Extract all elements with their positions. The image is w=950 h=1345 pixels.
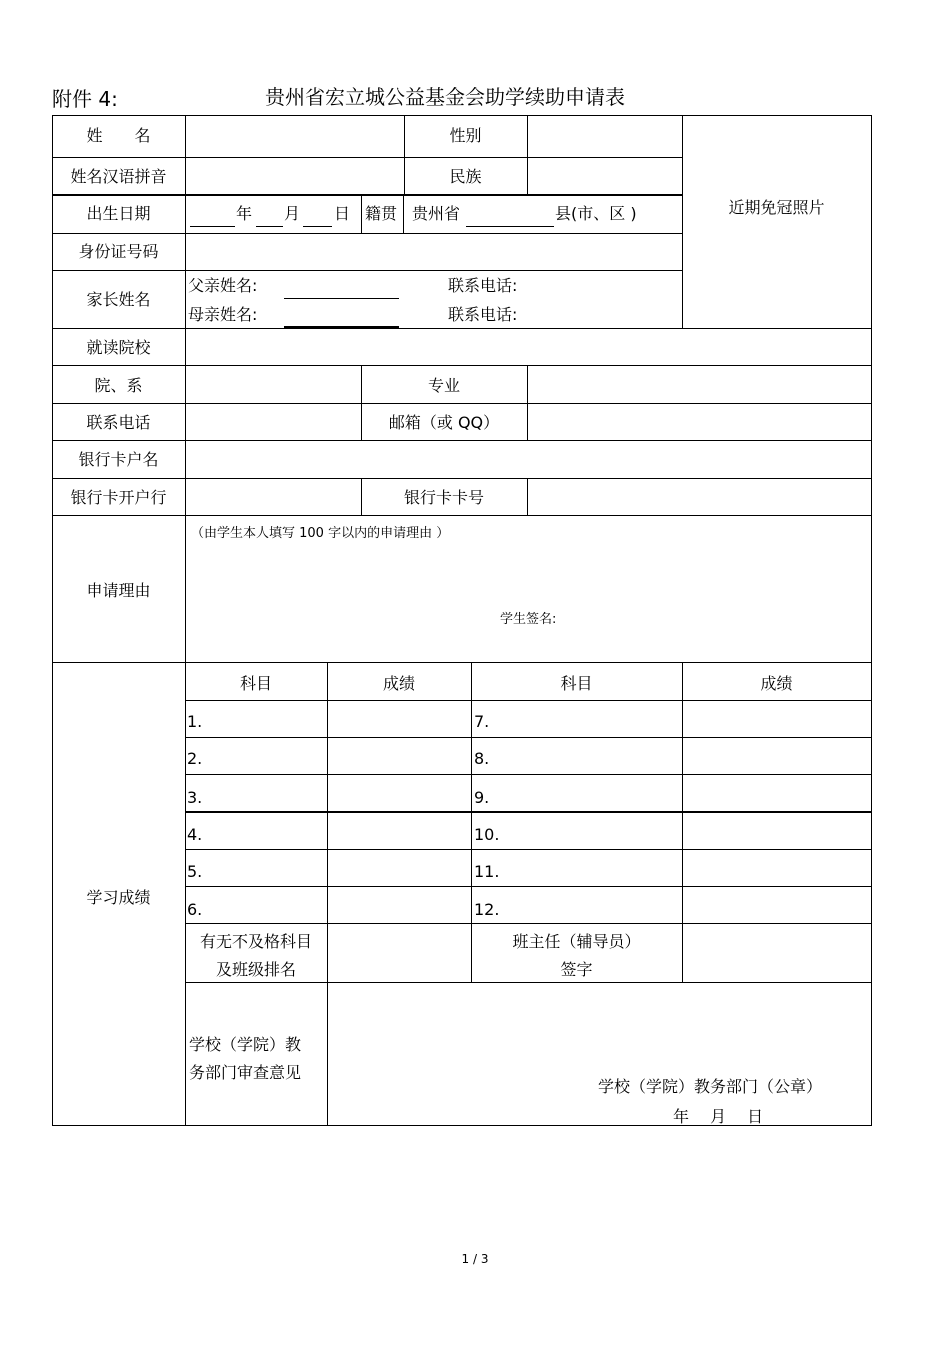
year-label: 年 [236,204,253,223]
subject-row: 1. [187,712,203,731]
score-header-right: 成绩 [760,674,793,693]
gender-label: 性别 [449,126,482,145]
mother-name-label: 母亲姓名: [188,305,258,324]
subject-row: 5. [187,862,203,881]
ethnicity-label: 民族 [449,167,482,186]
account-name-label: 银行卡户名 [78,450,159,469]
reason-label: 申请理由 [86,581,151,600]
day-label: 日 [334,204,351,223]
card-number-label: 银行卡卡号 [403,488,484,507]
grades-label: 学习成绩 [86,888,151,907]
native-place-label: 籍贯 [365,204,398,223]
id-number-label: 身份证号码 [78,242,159,261]
mother-phone-label: 联系电话: [448,305,518,324]
subject-header-left: 科目 [239,674,272,693]
parent-name-label: 家长姓名 [86,290,151,309]
contact-phone-label: 联系电话 [86,413,151,432]
month-label: 月 [284,204,301,223]
email-qq-label: 邮箱（或 QQ） [388,413,500,432]
county-label: 县(市、区 ) [555,204,637,223]
subject-row: 4. [187,825,203,844]
father-phone-label: 联系电话: [448,276,518,295]
subject-row: 6. [187,900,203,919]
subject-row: 8. [474,749,490,768]
birth-date-label: 出生日期 [86,204,151,223]
subject-row: 9. [474,788,490,807]
bank-branch-label: 银行卡开户行 [70,488,167,507]
class-rank-label: 及班级排名 [215,960,296,979]
name-label: 姓 名 [86,126,151,145]
subject-row: 11. [474,862,500,881]
reason-hint: （由学生本人填写 100 字以内的申请理由 ） [191,526,450,541]
subject-row: 3. [187,788,203,807]
failed-subjects-label: 有无不及格科目 [199,932,312,951]
student-signature-label: 学生签名: [500,612,557,627]
review-label-line1: 学校（学院）教 [189,1035,302,1054]
subject-row: 7. [474,712,490,731]
pinyin-label: 姓名汉语拼音 [70,167,167,186]
review-date-label: 年 月 日 [673,1107,764,1126]
teacher-signature-label: 签字 [560,960,593,979]
form-title: 贵州省宏立城公益基金会助学续助申请表 [265,85,625,109]
province-label: 贵州省 [412,204,461,223]
score-header-left: 成绩 [382,674,415,693]
subject-row: 10. [474,825,500,844]
father-name-label: 父亲姓名: [188,276,258,295]
subject-header-right: 科目 [560,674,593,693]
class-teacher-label: 班主任（辅导员） [512,932,641,951]
page-number: 1 / 3 [461,1252,489,1266]
photo-label: 近期免冠照片 [728,198,825,217]
official-stamp-label: 学校（学院）教务部门（公章） [598,1077,823,1096]
school-label: 就读院校 [86,338,151,357]
major-label: 专业 [427,376,460,395]
attachment-label: 附件 4: [52,87,118,111]
department-label: 院、系 [94,376,143,395]
review-label-line2: 务部门审查意见 [189,1063,302,1082]
subject-row: 2. [187,749,203,768]
subject-row: 12. [474,900,500,919]
